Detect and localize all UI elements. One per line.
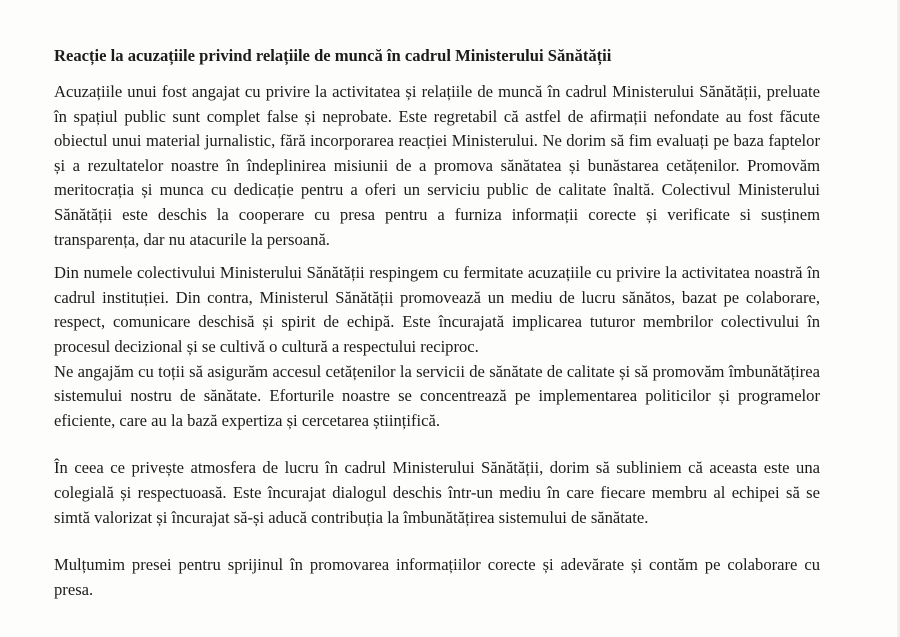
paragraph-rejection: Din numele colectivului Ministerului Sănătății respingem cu fermitate acuzațiile cu privire la activitatea noastră în cadrul instituției. Din contra, Ministerul Sănătății promovează un mediu de lucru sănătos, bazat pe colaborare, respect, comunicare deschisă și spirit de echipă. Este încurajată implicarea tuturor membrilor colectivului în procesul decizional și se cultivă o cultură a respectului reciproc. [54, 263, 820, 356]
paragraph-spacer [54, 252, 820, 261]
paragraph-commitment: Ne angajăm cu toții să asigurăm accesul cetățenilor la servicii de sănătate de calitate și să promovăm îmbunătățirea sistemului nostru de sănătate. Eforturile noastre se concentrează pe implementarea politicilor și programelor eficiente, care au la bază expertiza și cercetarea științifică. [54, 361, 820, 430]
paragraph-thanks: Mulțumim presei pentru sprijinul în promovarea informațiilor corecte și adevărate și contăm pe colaborare cu presa. [54, 555, 820, 599]
paragraph-spacer [54, 530, 820, 553]
press-statement [54, 44, 820, 602]
paragraph-spacer [54, 433, 820, 456]
document-title: Reacție la acuzațiile privind relațiile de muncă în cadrul Ministerului Sănătății [54, 46, 612, 65]
paragraph-work-atmosphere: În ceea ce privește atmosfera de lucru în cadrul Ministerului Sănătății, dorim să subliniem că aceasta este una colegială și respectuoasă. Este încurajat dialogul deschis într-un mediu în care fiecare membru al echipei să se simtă valorizat și încurajat să-și aducă contribuția la îmbunătățirea sistemului de sănătate. [54, 458, 820, 527]
paragraph-accusations: Acuzațiile unui fost angajat cu privire la activitatea și relațiile de muncă în cadrul Ministerului Sănătății, preluate în spațiul public sunt complet false și neprobate. Este regretabil că astfel de afirmații nefondate au fost făcute obiectul unui material jurnalistic, fără incorporarea reacției Ministerului. Ne dorim să fim evaluați pe baza faptelor și a rezultatelor noastre în îndeplinirea misiunii de a promova sănătatea și bunăstarea cetățenilor. Promovăm meritocrația și munca cu dedicație pentru a oferi un serviciu public de calitate înaltă. Colectivul Ministerului Sănătății este deschis la cooperare cu presa pentru a furniza informații corecte și verificate si susținem transparența, dar nu atacurile la persoană. [54, 82, 820, 249]
